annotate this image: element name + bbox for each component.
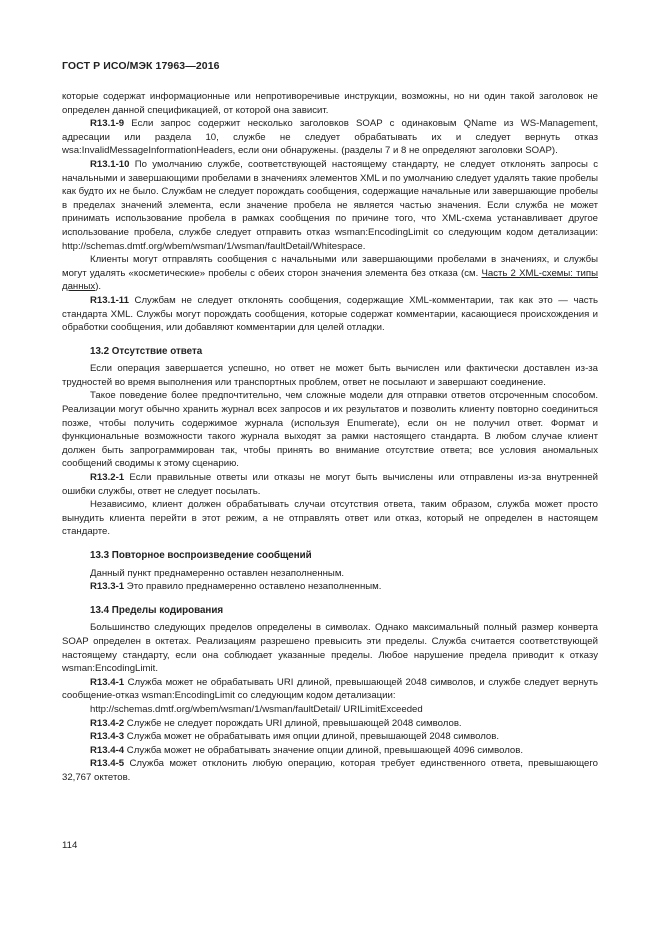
requirement-label: R13.1-10	[90, 158, 130, 170]
requirement-label: R13.4-3	[90, 731, 125, 743]
requirement-text: По умолчанию службе, соответствующей настоящему стандарту, не следует отклонять запросы с начальными и завершающими пробелами в значениях элементов XML и по умолчанию следует удалять такие пробелы как будто их не было. Службам не следует порождать сообщения, содержащие начальные или завершающие пробелы в пределах значений элемента, если значение пробела не является частью значения. Если служба не может принимать использование пробела в рамках сообщения по причине того, что XML-схема устанавливает другое использование пробела, службе следует отправить отказ wsman:EncodingLimit со следующим кодом детализации: http://schemas.dmtf.org/wbem/wsman/1/wsman/faultDetail/Whitespace.	[62, 158, 598, 252]
requirement-label: R13.4-4	[90, 744, 125, 756]
paragraph: Такое поведение более предпочтительно, чем сложные модели для отправки ответов отсроченным способом. Реализации могут обычно хранить журнал всех запросов и их результатов и позволить клиенту повторно соединиться позже, чтобы получить содержимое журнала (используя Enumerate), если он не получил ответ. Формат и функциональные возможности такого журнала выходят за рамки настоящего стандарта. В любом случае клиент должен быть запрограммирован так, чтобы принять во внимание отсутствие ответа; все условия аномальных сообщений сводимы к этому сценарию.	[62, 390, 598, 470]
paragraph: Большинство следующих пределов определены в символах. Однако максимальный полный размер конверта SOAP определен в октетах. Реализациям разрешено превысить эти пределы. Служба считается соответствующей настоящему стандарту, если она соблюдает указанные пределы. Любое нарушение предела приводит к отказу wsman:EncodingLimit.	[62, 622, 598, 675]
paragraph-text: Клиенты могут отправлять сообщения с начальными или завершающими пробелами в значениях, и службы могут удалять «косметические» пробелы с обеих сторон значения элемента без отказа (см.	[62, 254, 598, 279]
requirement-r13-2-1	[62, 471, 598, 498]
requirement-r13-4-2	[62, 717, 598, 731]
section-title-13-4: 13.4 Пределы кодирования	[90, 604, 224, 616]
requirement-r13-1-10	[62, 158, 598, 253]
requirement-r13-4-3	[62, 730, 598, 744]
body-text	[62, 90, 598, 785]
requirement-text: Если правильные ответы или отказы не могут быть вычислены или отправлены из-за внутренней ошибки службы, ответ не следует посылать.	[62, 472, 598, 497]
paragraph-text: ).	[95, 281, 102, 293]
requirement-text: Служба может не обрабатывать значение опции длиной, превышающей 4096 символов.	[124, 744, 524, 756]
requirement-r13-4-5	[62, 757, 598, 784]
requirement-label: R13.2-1	[90, 472, 125, 484]
requirement-text: Служба может не обрабатывать имя опции длиной, превышающей 2048 символов.	[124, 731, 500, 743]
fault-detail-url: http://schemas.dmtf.org/wbem/wsman/1/wsman/faultDetail/ URILimitExceeded	[90, 703, 423, 715]
requirement-text: Службе не следует порождать URI длиной, превышающей 2048 символов.	[124, 717, 462, 729]
requirement-label: R13.1-9	[90, 118, 125, 130]
running-header: ГОСТ Р ИСО/МЭК 17963—2016	[62, 60, 220, 72]
requirement-text: Это правило преднамеренно оставлено незаполненным.	[124, 581, 382, 593]
requirement-label: R13.4-2	[90, 717, 125, 729]
requirement-text: Если запрос содержит несколько заголовков SOAP с одинаковым QName из WS-Management, адресации или раздела 10, службе не следует обрабатывать их и следует вернуть отказ wsa:InvalidMessageInformationHeaders, если они обнаружены. (разделы 7 и 8 не определяют заголовки SOAP).	[62, 118, 598, 157]
requirement-r13-4-1	[62, 676, 598, 703]
xml-schema-link[interactable]: Часть 2 XML-схемы: типы данных	[62, 267, 598, 293]
requirement-r13-1-11	[62, 294, 598, 335]
paragraph: которые содержат информационные или непротиворечивые инструкции, возможны, но ни один такой заголовок не определен данной спецификацией, от которой она зависит.	[62, 91, 598, 116]
page-number: 114	[62, 840, 78, 851]
requirement-text: Служба может не обрабатывать URI длиной, превышающей 2048 символов, и службе следует вернуть сообщение-отказ wsman:EncodingLimit со следующим кодом детализации:	[62, 676, 598, 702]
paragraph: Данный пункт преднамеренно оставлен незаполненным.	[90, 567, 345, 579]
requirement-label: R13.1-11	[90, 294, 129, 306]
paragraph: Если операция завершается успешно, но ответ не может быть вычислен или фактически доставлен из-за трудностей во время выполнения или транспортных проблем, ответ не посылают и завершают соединение.	[62, 363, 598, 388]
requirement-r13-4-4	[62, 744, 598, 758]
requirement-r13-3-1	[62, 580, 598, 594]
requirement-r13-1-9	[62, 117, 598, 158]
section-title-13-3: 13.3 Повторное воспроизведение сообщений	[90, 550, 312, 561]
requirement-label: R13.4-5	[90, 758, 125, 770]
requirement-text: Служба может отклонить любую операцию, которая требует единственного ответа, превышающего 32,767 октетов.	[62, 758, 598, 783]
requirement-label: R13.4-1	[90, 676, 125, 688]
paragraph: Независимо, клиент должен обрабатывать случаи отсутствия ответа, таким образом, служба может просто вынудить клиента перейти в этот режим, а не отправлять ответ или отказ, который не определен в настоящем стандарте.	[62, 499, 598, 538]
section-title-13-2: 13.2 Отсутствие ответа	[90, 345, 203, 357]
requirement-text: Службам не следует отклонять сообщения, содержащие XML-комментарии, так как это — часть стандарта XML. Службы могут порождать сообщения, которые содержат комментарии, касающиеся происхождения и обработки сообщения, или добавляют комментарии для целей отладки.	[62, 294, 598, 334]
paragraph-clients	[62, 253, 598, 294]
requirement-label: R13.3-1	[90, 581, 125, 593]
